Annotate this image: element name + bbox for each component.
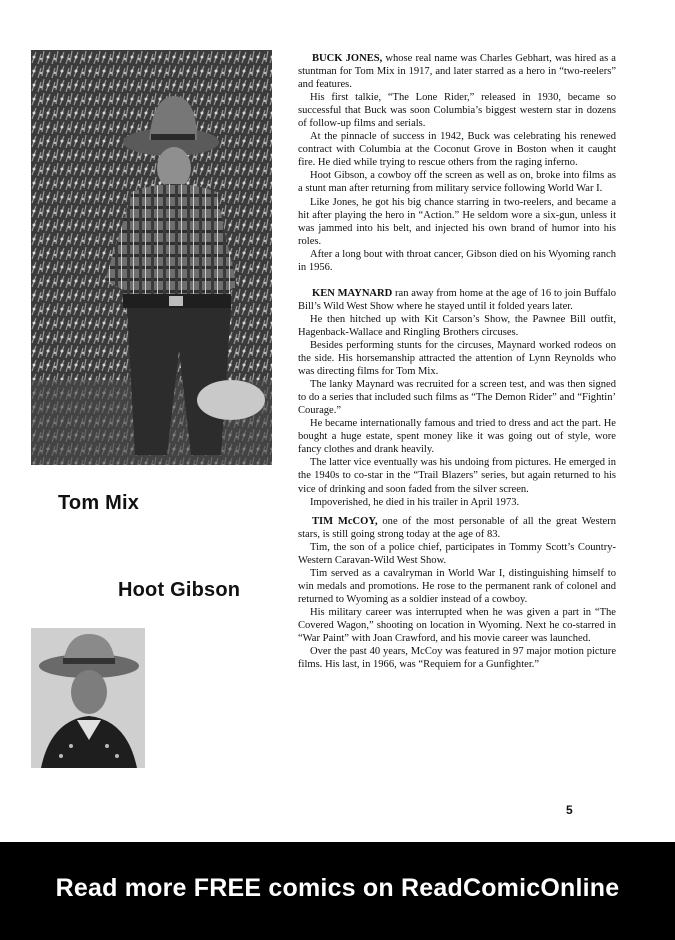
tom-mix-photo [31, 50, 272, 465]
paragraph: TIM McCOY, one of the most personable of all the great Western stars, is still going strong today at the age of 83. [298, 515, 616, 540]
paragraph: His military career was interrupted when he was given a part in “The Covered Wagon,” shooting on location in Wyoming. Next he co-starred in “War Paint” with Joan Crawford, and his movie career was launched. [298, 606, 616, 645]
star-name-buck-jones: BUCK JONES, [312, 53, 383, 64]
section-spacer [298, 274, 616, 287]
paragraph: After a long bout with throat cancer, Gibson died on his Wyoming ranch in 1956. [298, 248, 616, 273]
paragraph: Hoot Gibson, a cowboy off the screen as well as on, broke into films as a stunt man after returning from military service following World War I. [298, 170, 616, 195]
paragraph: The lanky Maynard was recruited for a screen test, and was then signed to do a series that included such films as “The Demon Rider” and “Fightin’ Courage.” [298, 379, 616, 417]
article-text [298, 52, 616, 671]
star-name-ken-maynard: KEN MAYNARD [312, 287, 393, 299]
paragraph: Impoverished, he died in his trailer in April 1973. [310, 496, 520, 508]
paragraph: At the pinnacle of success in 1942, Buck was celebrating his renewed contract with Columbia at the Coconut Grove in Boston when it caught fire. He died while trying to rescue others from the raging inferno. [298, 131, 616, 169]
page-number: 5 [566, 803, 573, 817]
paragraph: Tim, the son of a police chief, participates in Tommy Scott’s Country-Western Caravan-Wild West Show. [298, 541, 616, 566]
paragraph: Over the past 40 years, McCoy was featured in 97 major motion picture films. His last, in 1966, was “Requiem for a Gunfighter.” [298, 646, 616, 671]
tom-mix-caption: Tom Mix [58, 492, 140, 514]
paragraph: BUCK JONES, whose real name was Charles Gebhart, was hired as a stuntman for Tom Mix in 1917, and later starred as a hero in “two-reelers” and features. [298, 53, 616, 91]
hoot-gibson-caption: Hoot Gibson [118, 579, 241, 601]
paragraph: Tim served as a cavalryman in World War I, distinguishing himself to win medals and promotions. He rose to the permanent rank of colonel and returned to Wyoming as a soldier instead of a cowboy. [298, 567, 616, 605]
hoot-gibson-photo-illustration [31, 628, 145, 768]
paragraph: His first talkie, “The Lone Rider,” released in 1930, became so successful that Buck was soon Columbia’s biggest western star in dozens of follow-up films and serials. [298, 92, 616, 130]
tom-mix-photo-illustration [31, 50, 272, 465]
paragraph: Like Jones, he got his big chance starring in two-reelers, and became a hit after playing the hero in “Action.” He seldom wore a six-gun, unless it was jammed into his belt, and injected his own brand of humor into his roles. [298, 196, 616, 247]
paragraph: Besides performing stunts for the circuses, Maynard worked rodeos on the side. His horsemanship attracted the attention of Lynn Reynolds who was directing films for Tom Mix. [298, 339, 616, 378]
hoot-gibson-photo [31, 628, 145, 768]
read-more-link[interactable]: Read more FREE comics on ReadComicOnline [55, 873, 620, 902]
paragraph: KEN MAYNARD ran away from home at the age of 16 to join Buffalo Bill’s Wild West Show where he stayed until it folded years later. [298, 287, 616, 312]
paragraph: He became internationally famous and tried to dress and act the part. He bought a huge estate, spent money like it was going out of style, wore fancy clothes and drank heavily. [298, 418, 616, 456]
promo-banner [0, 842, 675, 940]
paragraph: He then hitched up with Kit Carson’s Show, the Pawnee Bill outfit, Hagenback-Wallace and Ringling Brothers circuses. [298, 313, 616, 338]
star-name-tim-mccoy: TIM McCOY, [312, 515, 378, 527]
paragraph: The latter vice eventually was his undoing from pictures. He emerged in the 1940s to co-star in the “Trail Blazers” series, but again returned to his vice of drinking and soon faded from the silver screen. [298, 457, 616, 495]
